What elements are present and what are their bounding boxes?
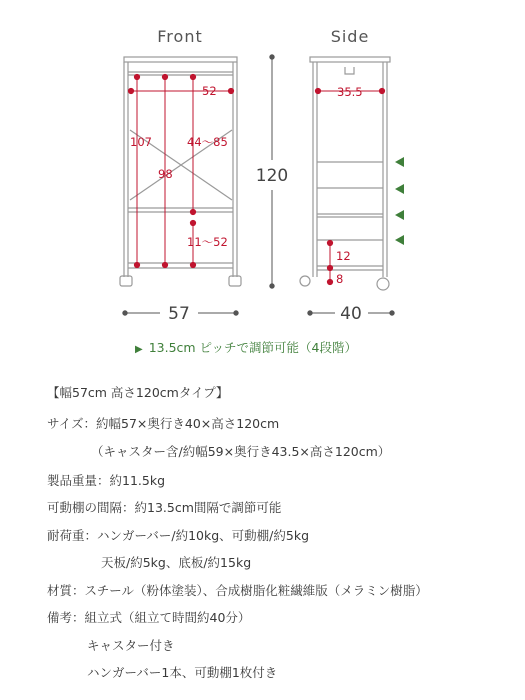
size-sub-value: （キャスター含/約幅59×奥行き43.5×高さ120cm） — [91, 444, 391, 459]
spec-note — [47, 608, 250, 626]
spec-material — [47, 581, 428, 599]
front-label: Front — [157, 27, 203, 46]
spec-weight — [47, 471, 165, 489]
shelf-position-arrows — [395, 157, 404, 245]
size-label: サイズ： — [47, 416, 97, 431]
weight-value: 約11.5kg — [109, 473, 166, 488]
side-label: Side — [330, 27, 370, 46]
shelf-range-label: 44～85 — [187, 135, 228, 149]
shelf-arrow-2 — [395, 184, 404, 194]
front-inner-width-label: 52 — [202, 84, 217, 98]
interval-label: 可動棚の間隔： — [47, 500, 135, 515]
spec-title: 【幅57cm 高さ120cmタイプ】 — [47, 385, 229, 400]
pitch-note-text: 13.5cm ピッチで調節可能（4段階） — [148, 340, 358, 355]
front-height-label: 107 — [130, 135, 152, 149]
note-value: 組立式（組立て時間約40分） — [84, 610, 251, 625]
note-sub-casters: キャスター付き — [87, 638, 175, 653]
shelf-arrow-4 — [395, 235, 404, 245]
bottom-range-label: 11～52 — [187, 235, 228, 249]
note-label: 備考： — [47, 610, 85, 625]
material-label: 材質： — [47, 583, 85, 598]
interval-value: 約13.5cm間隔で調節可能 — [134, 500, 282, 515]
weight-label: 製品重量： — [47, 473, 110, 488]
spec-size — [47, 414, 279, 432]
play-triangle-icon: ▶ — [135, 344, 143, 355]
shelf-arrow-1 — [395, 157, 404, 167]
overall-width-label: 57 — [168, 304, 190, 324]
spec-interval — [47, 498, 281, 516]
side-gap-bottom-label: 8 — [336, 272, 344, 286]
load-value: ハンガーバー/約10kg、可動棚/約5kg — [97, 528, 310, 543]
size-value: 約幅57×奥行き40×高さ120cm — [96, 416, 280, 431]
overall-height-label: 120 — [255, 166, 289, 186]
mid-height-label: 98 — [158, 167, 173, 181]
pitch-note — [135, 338, 357, 356]
shelf-arrow-3 — [395, 210, 404, 220]
dimension-diagram — [0, 0, 525, 330]
load-sub-value: 天板/約5kg、底板/約15kg — [101, 555, 252, 570]
spec-load — [47, 526, 309, 544]
side-gap-top-label: 12 — [336, 249, 351, 263]
side-inner-depth-label: 35.5 — [337, 85, 363, 99]
note-sub-accessories: ハンガーバー1本、可動棚1枚付き — [87, 665, 278, 680]
load-label: 耐荷重： — [47, 528, 98, 543]
overall-depth-label: 40 — [340, 304, 362, 324]
material-value: スチール（粉体塗装）、合成樹脂化粧繊維版（メラミン樹脂） — [84, 583, 428, 598]
